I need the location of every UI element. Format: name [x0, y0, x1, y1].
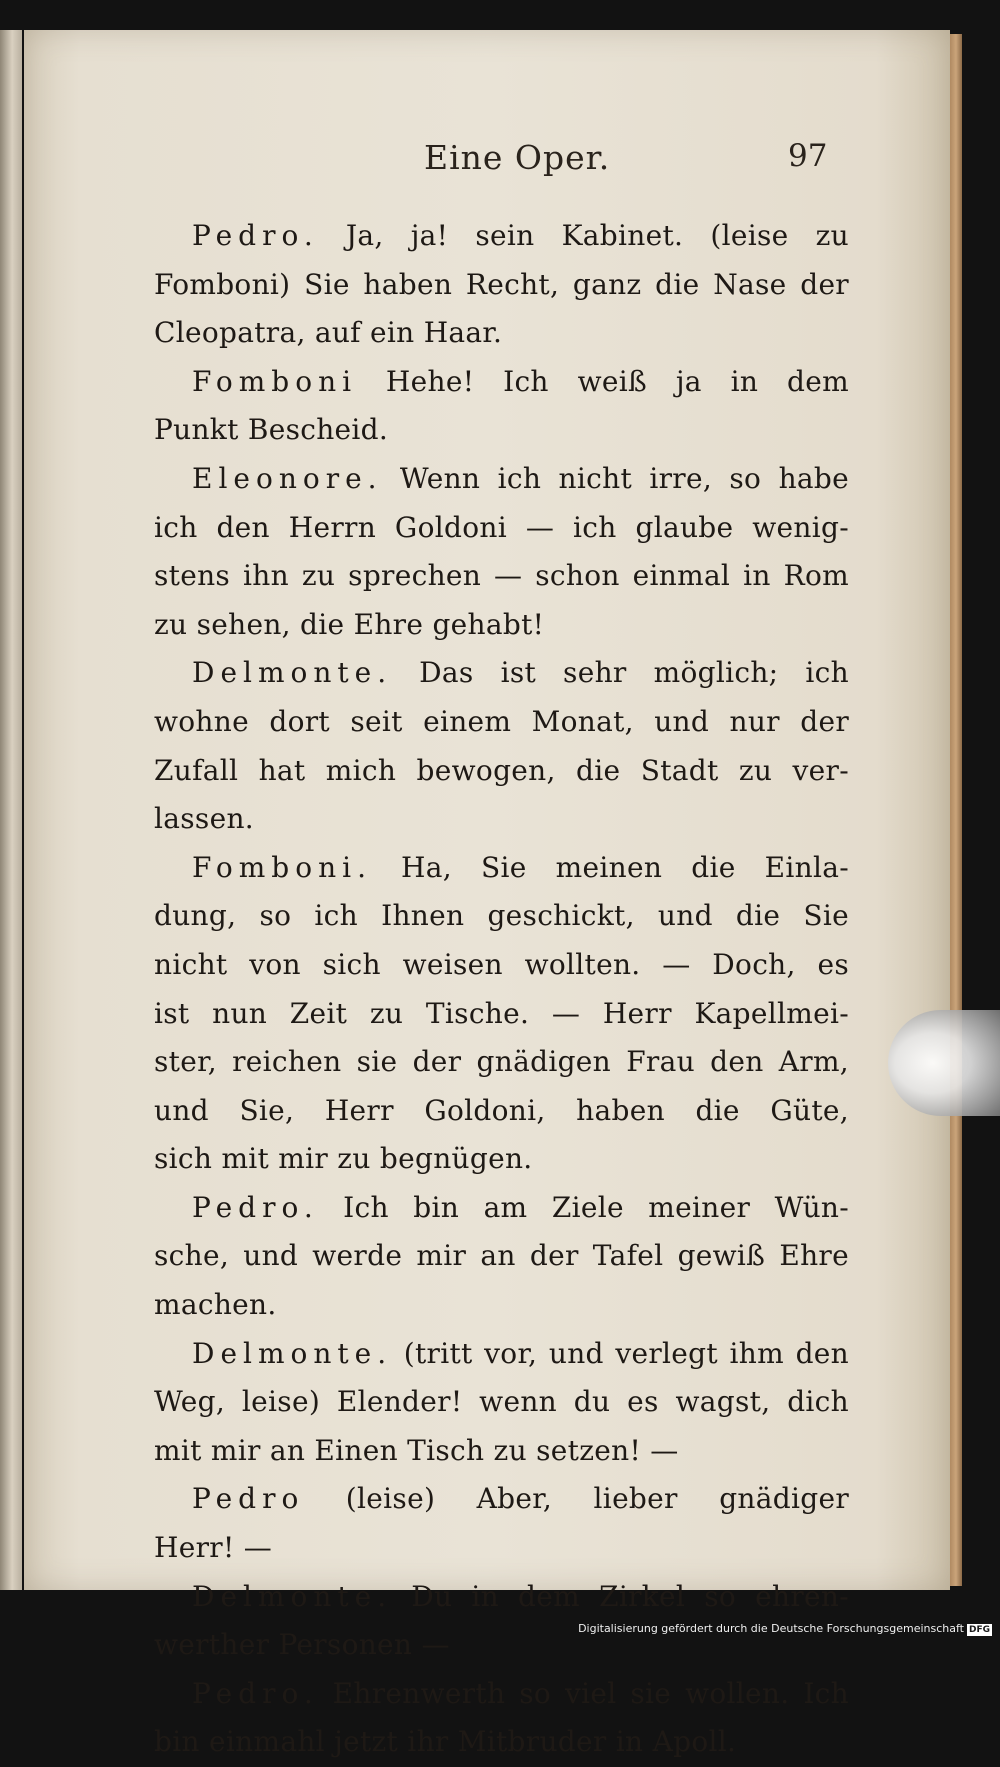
line-text: machen.: [154, 1288, 277, 1322]
text-line: [154, 552, 849, 601]
line-text: ich den Herrn Goldoni — ich glaube wenig-: [154, 510, 849, 544]
speaker-name: Pedro.: [192, 219, 319, 252]
line-text: Ehrenwerth so viel sie wollen. Ich: [318, 1676, 849, 1710]
speaker-name: Delmonte.: [192, 656, 393, 690]
text-line: [154, 1281, 849, 1330]
text-line: [154, 212, 849, 261]
page-edge-right: [950, 34, 962, 1586]
page-clip: [888, 1010, 1000, 1116]
line-text: dung, so ich Ihnen geschickt, und die Sie: [154, 899, 849, 933]
speaker-name: Eleonore.: [192, 461, 383, 495]
line-text: Zufall hat mich bewogen, die Stadt zu ver-: [154, 753, 849, 787]
text-line: [154, 1232, 849, 1281]
line-text: Cleopatra, auf ein Haar.: [154, 316, 503, 350]
text-line: [154, 504, 849, 553]
text-line: [154, 261, 849, 310]
line-text: Das ist sehr möglich; ich: [392, 656, 849, 690]
speaker-name: Pedro.: [192, 1676, 319, 1710]
text-line: [154, 1427, 849, 1476]
text-line: [154, 844, 849, 893]
left-page-edge: [0, 30, 22, 1590]
text-line: [154, 892, 849, 941]
text-line: [154, 941, 849, 990]
line-text: (leise) Aber, lieber gnädiger: [304, 1482, 849, 1516]
text-line: [154, 1670, 849, 1719]
text-line: [154, 698, 849, 747]
line-text: nicht von sich weisen wollten. — Doch, es: [154, 947, 849, 981]
text-line: [154, 1573, 849, 1622]
footer-credit: Digitalisierung gefördert durch die Deutsche Forschungsgemeinschaft: [578, 1622, 964, 1635]
line-text: zu sehen, die Ehre gehabt!: [154, 607, 545, 641]
line-text: Ja, ja! sein Kabinet. (leise zu: [318, 219, 849, 252]
text-line: [154, 1184, 849, 1233]
speaker-name: Pedro: [192, 1482, 305, 1516]
text-line: [154, 1038, 849, 1087]
line-text: Fomboni) Sie haben Recht, ganz die Nase der: [154, 267, 849, 301]
text-line: [154, 406, 849, 455]
line-text: Punkt Bescheid.: [154, 413, 389, 447]
line-text: sich mit mir zu begnügen.: [154, 1142, 533, 1176]
line-text: sche, und werde mir an der Tafel gewiß Ehre: [154, 1239, 849, 1273]
speaker-name: Delmonte.: [192, 1579, 393, 1613]
text-line: [154, 455, 849, 504]
text-line: [154, 1718, 849, 1767]
line-text: Du in dem Zirkel so ehren-: [392, 1579, 849, 1613]
dfg-logo: DFG: [968, 1625, 990, 1635]
line-text: stens ihn zu sprechen — schon einmal in Rom: [154, 559, 849, 593]
text-line: [154, 1330, 849, 1379]
text-line: [154, 1135, 849, 1184]
text-line: [154, 1524, 849, 1573]
text-line: [154, 1475, 849, 1524]
line-text: Ich bin am Ziele meiner Wün-: [318, 1190, 849, 1224]
line-text: und Sie, Herr Goldoni, haben die Güte,: [154, 1093, 849, 1127]
text-block: [154, 212, 849, 1767]
text-line: [154, 990, 849, 1039]
speaker-name: Delmonte.: [192, 1336, 393, 1370]
line-text: bin einmahl jetzt ihr Mitbruder in Apoll.: [154, 1725, 737, 1759]
text-line: [154, 747, 849, 796]
running-title: Eine Oper.: [424, 138, 611, 177]
line-text: (tritt vor, und verlegt ihm den: [392, 1336, 849, 1370]
line-text: Hehe! Ich weiß ja in dem: [357, 364, 849, 398]
speaker-name: Fomboni.: [192, 850, 372, 884]
line-text: mit mir an Einen Tisch zu setzen! —: [154, 1433, 679, 1467]
text-line: [154, 309, 849, 358]
text-line: [154, 649, 849, 698]
speaker-name: Fomboni: [192, 364, 358, 398]
text-line: [154, 1378, 849, 1427]
line-text: werther Personen —: [154, 1628, 450, 1662]
page-number: 97: [788, 138, 828, 174]
line-text: Herr! —: [154, 1531, 273, 1565]
line-text: wohne dort seit einem Monat, und nur der: [154, 704, 849, 738]
speaker-name: Pedro.: [192, 1190, 319, 1224]
text-line: [154, 358, 849, 407]
line-text: Ha, Sie meinen die Einla-: [371, 850, 849, 884]
line-text: lassen.: [154, 802, 254, 836]
text-line: [154, 1087, 849, 1136]
text-line: [154, 795, 849, 844]
running-head: [24, 138, 950, 188]
line-text: Wenn ich nicht irre, so habe: [382, 461, 849, 495]
text-line: [154, 601, 849, 650]
line-text: Weg, leise) Elender! wenn du es wagst, dich: [154, 1385, 849, 1419]
line-text: ster, reichen sie der gnädigen Frau den Arm,: [154, 1045, 849, 1079]
line-text: ist nun Zeit zu Tische. — Herr Kapellmei-: [154, 996, 849, 1030]
